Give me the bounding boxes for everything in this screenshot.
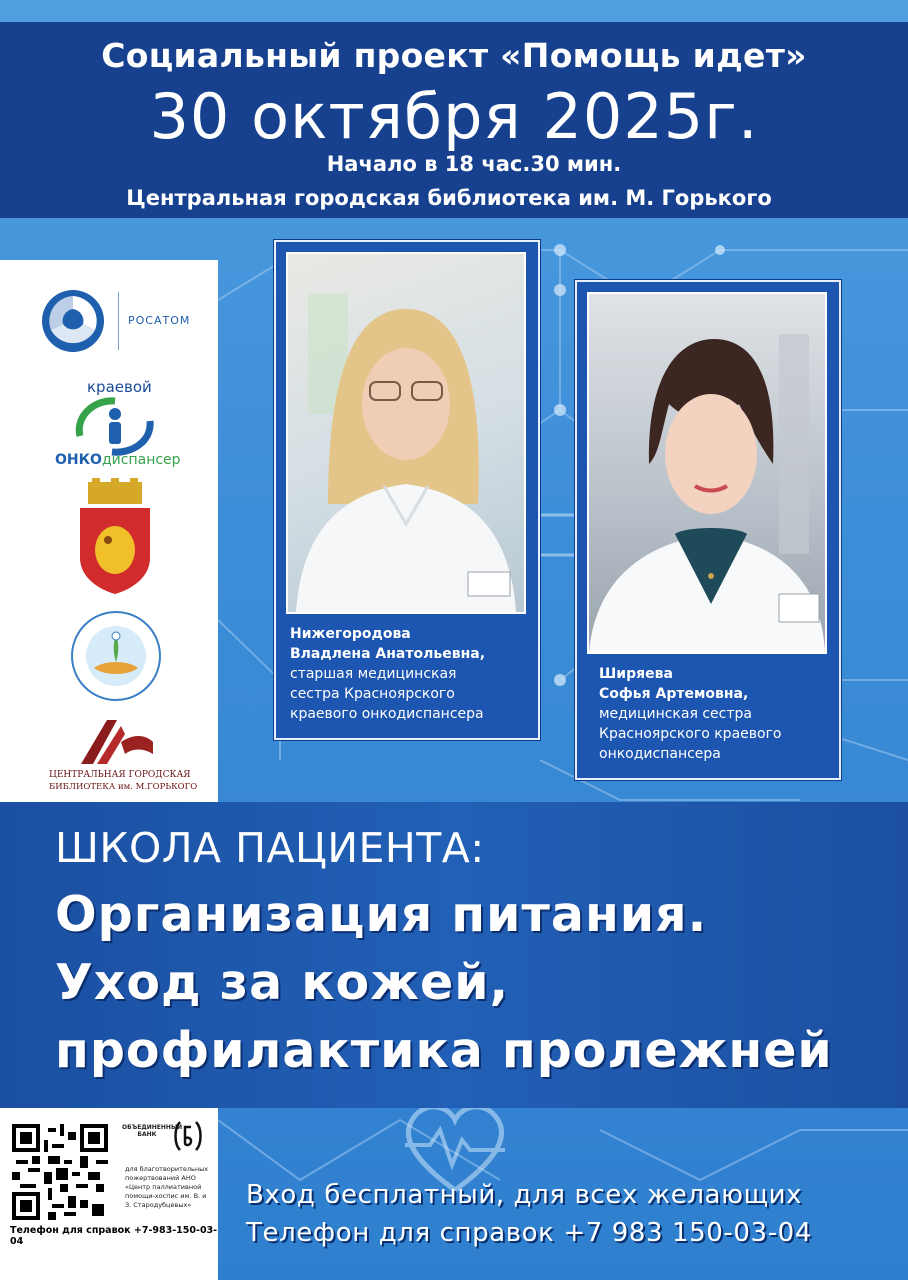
library-label-2: БИБЛИОТЕКА им. М.ГОРЬКОГО — [49, 782, 198, 792]
qr-phone: Телефон для справок +7-983-150-03-04 — [10, 1225, 218, 1247]
hospice-logo-icon — [70, 610, 162, 702]
project-title: Социальный проект «Помощь идет» — [101, 36, 807, 75]
speaker-1-name: Владлена Анатольевна, — [290, 646, 486, 662]
speaker-photo-2 — [587, 292, 827, 654]
qr-code-icon — [12, 1124, 108, 1220]
speaker-card-1 — [274, 240, 540, 740]
library-logo — [45, 720, 205, 800]
speaker-2-role-1: медицинская сестра — [599, 706, 752, 722]
contact-phone-text: Телефон для справок +7 983 150-03-04 — [246, 1218, 812, 1248]
speaker-1-surname: Нижегородова — [290, 626, 411, 642]
school-band — [0, 802, 908, 1108]
speaker-2-role-3: онкодиспансера — [599, 746, 721, 762]
rosatom-logo — [40, 288, 200, 352]
bank-name: ОБЪЕДИНЕННЫЙ БАНК — [122, 1124, 183, 1138]
heart-pulse-icon — [405, 1107, 505, 1190]
speaker-1-role-3: краевого онкодиспансера — [290, 706, 484, 722]
library-book-icon — [81, 720, 153, 764]
city-coat-of-arms-icon — [78, 478, 152, 594]
onko-label-b: диспансер — [102, 452, 181, 468]
speaker-2-name: Софья Артемовна, — [599, 686, 749, 702]
event-date: 30 октября 2025г. — [149, 80, 759, 153]
donation-box — [0, 1108, 218, 1280]
topic-line-1: Организация питания. — [55, 886, 708, 943]
speaker-info-1 — [290, 624, 530, 724]
speaker-1-role-2: сестра Красноярского — [290, 686, 455, 702]
onkodispanser-logo — [55, 378, 215, 470]
topic-line-2: Уход за кожей, — [55, 954, 510, 1011]
speaker-portrait-1 — [288, 254, 524, 612]
speaker-2-surname: Ширяева — [599, 666, 673, 682]
onko-top-label: краевой — [87, 378, 152, 396]
free-entry-text: Вход бесплатный, для всех желающих — [246, 1180, 803, 1210]
venue: Центральная городская библиотека им. М. Горького — [126, 186, 772, 210]
topic-line-3: профилактика пролежней — [55, 1022, 833, 1079]
rosatom-label: РОСАТОМ — [128, 314, 191, 327]
speaker-photo-1 — [286, 252, 526, 614]
onko-label-a: ОНКО — [55, 452, 102, 468]
school-heading: ШКОЛА ПАЦИЕНТА: — [55, 824, 485, 872]
speaker-1-role-1: старшая медицинская — [290, 666, 457, 682]
library-label-1: ЦЕНТРАЛЬНАЯ ГОРОДСКАЯ — [49, 770, 191, 780]
start-time: Начало в 18 час.30 мин. — [326, 152, 622, 176]
speaker-2-role-2: Красноярского краевого — [599, 726, 782, 742]
person-icon — [70, 396, 160, 458]
bank-description: для благотворительных пожертвований АНО «Центр паллиативной помощи-хоспис им. В. и З. Стародубцевых» — [125, 1165, 209, 1209]
partner-logos — [0, 260, 218, 802]
speaker-portrait-2 — [589, 294, 825, 652]
rosatom-icon — [40, 288, 106, 354]
speaker-info-2 — [599, 664, 835, 764]
speaker-card-2 — [575, 280, 841, 780]
header-band — [0, 22, 908, 218]
bank-logo-icon — [174, 1120, 202, 1152]
